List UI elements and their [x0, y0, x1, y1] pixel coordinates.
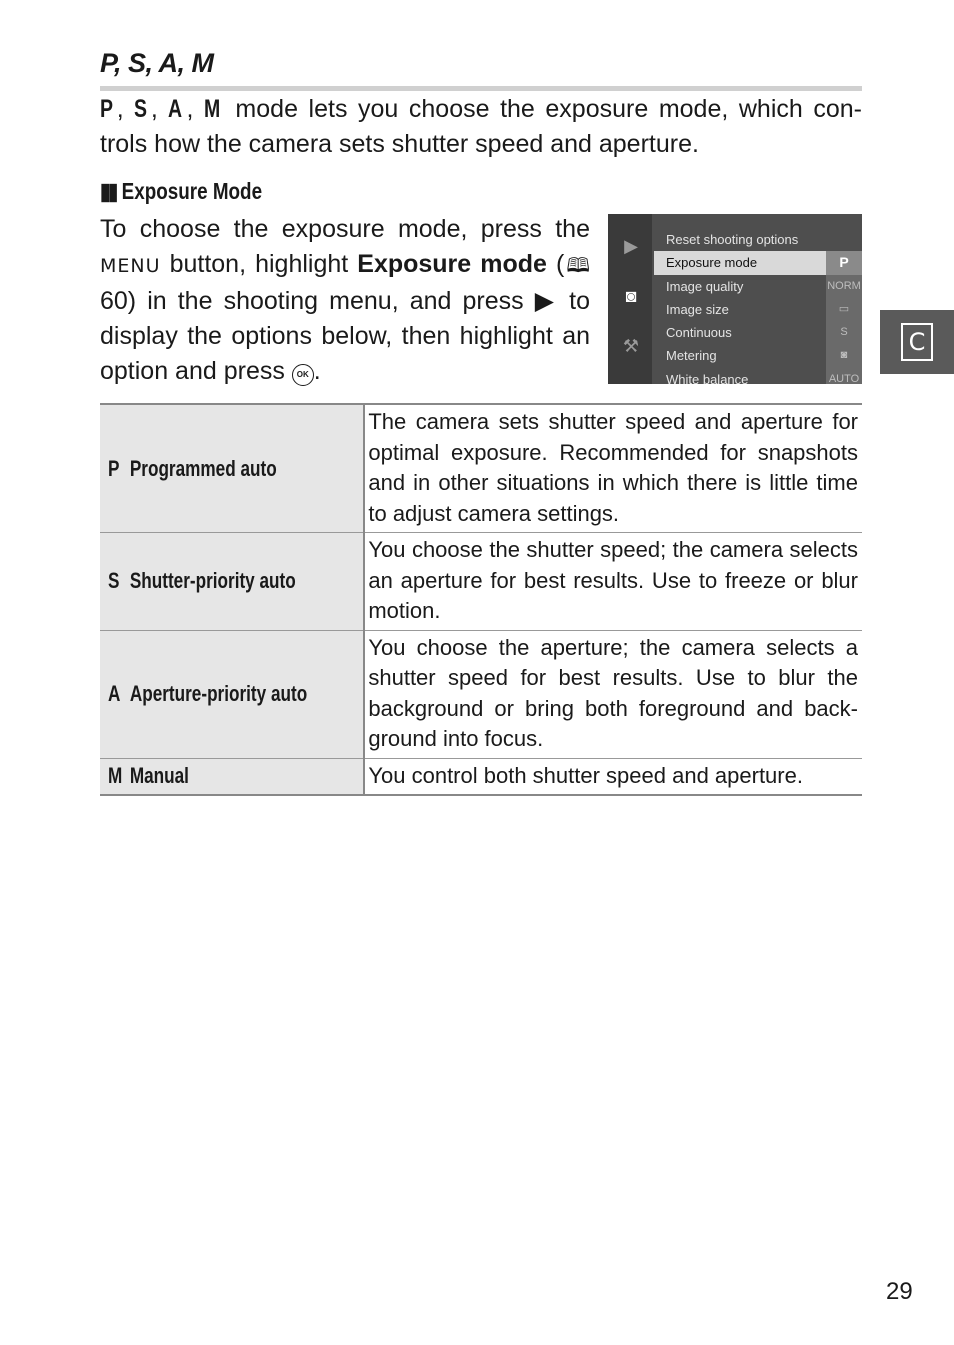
mode-name-cell	[100, 630, 364, 758]
instructions-text: To choose the exposure mode, press the	[100, 215, 590, 243]
menu-item	[654, 344, 862, 367]
menu-item-list	[654, 228, 862, 384]
separator: ,	[150, 95, 169, 123]
mode-description: You control both shutter speed and aperture.	[364, 758, 862, 795]
mode-a-label: A	[168, 95, 183, 123]
instructions-text: to display the options below, then highlight an option and press	[100, 287, 591, 385]
camera-menu-screenshot	[608, 214, 862, 384]
separator: ,	[116, 95, 135, 123]
mode-letter: A	[108, 681, 121, 706]
mode-letter: M	[108, 763, 123, 789]
menu-item-label: White balance	[666, 371, 749, 384]
menu-item	[654, 251, 862, 274]
menu-item-value: P	[826, 251, 862, 274]
mode-name: Aperture-priority auto	[129, 681, 308, 706]
menu-tab-column	[608, 214, 652, 384]
table-row	[100, 630, 862, 758]
right-arrow-icon: ▶	[534, 287, 559, 315]
camera-icon: C	[901, 323, 934, 361]
menu-item-label: Metering	[666, 348, 717, 364]
instructions-text: (	[546, 250, 565, 278]
mode-letter: S	[108, 568, 120, 594]
instructions-text: button, highlight	[160, 250, 358, 278]
menu-item-label: Image quality	[666, 278, 744, 294]
menu-item-value: ▭	[826, 298, 862, 321]
mode-name: Programmed auto	[129, 455, 277, 481]
separator: ,	[186, 95, 205, 123]
subsection-title: Exposure Mode	[121, 178, 263, 204]
chapter-tab	[880, 310, 954, 374]
menu-item-label: Image size	[666, 301, 729, 317]
menu-item	[654, 321, 862, 344]
mode-description: You choose the shutter speed; the camera selects an aperture for best results. Use to freeze or blur motion.	[364, 533, 862, 631]
ok-button-icon: OK	[292, 364, 314, 386]
menu-item-value: AUTO	[826, 368, 862, 384]
instructions-text: .	[313, 357, 321, 385]
table-row	[100, 533, 862, 631]
wrench-icon: ⚒	[622, 336, 640, 356]
mode-p-label: P	[100, 95, 114, 123]
menu-item-label: Exposure mode	[666, 255, 758, 271]
playback-icon: ▶	[624, 236, 638, 256]
menu-item-value: NORM	[826, 275, 862, 298]
section-marker-icon: ▮▮	[100, 178, 116, 204]
instructions-paragraph	[100, 212, 590, 389]
mode-name-cell	[100, 404, 364, 533]
menu-item-label: Continuous	[666, 325, 732, 341]
menu-button-label: MENU	[100, 255, 161, 277]
subsection-heading	[100, 178, 262, 205]
mode-description: You choose the aperture; the camera selects a shutter speed for best results. Use to blur the background or bring both foreground and back-ground into focus.	[364, 630, 862, 758]
book-icon: 🕮	[564, 255, 590, 277]
section-title: P, S, A, M	[100, 48, 214, 78]
mode-m-label: M	[204, 95, 221, 123]
camera-icon: ◙	[625, 286, 637, 306]
menu-item-value: ◙	[826, 344, 862, 367]
table-row	[100, 758, 862, 795]
page-reference: 60) in the shooting menu, and press	[100, 287, 535, 315]
mode-letter: P	[108, 455, 120, 481]
menu-item	[654, 298, 862, 321]
exposure-mode-table	[100, 403, 862, 796]
page-number: 29	[886, 1278, 913, 1305]
menu-item	[654, 275, 862, 298]
mode-name: Manual	[129, 763, 189, 789]
menu-item-label: Exposure mode	[357, 250, 547, 278]
table-row	[100, 404, 862, 533]
intro-text: mode lets you choose the exposure mode, which con-trols how the camera sets shutter speed and aperture.	[100, 95, 862, 158]
mode-name: Shutter-priority auto	[129, 568, 296, 594]
mode-description: The camera sets shutter speed and aperture for optimal exposure. Recommended for snapshots and in other situations in which there is little time to adjust camera settings.	[364, 404, 862, 533]
title-rule	[100, 86, 862, 91]
menu-item-value: S	[826, 321, 862, 344]
menu-item	[654, 368, 862, 384]
mode-name-cell	[100, 758, 364, 795]
mode-name-cell	[100, 533, 364, 631]
menu-item	[654, 228, 862, 251]
mode-s-label: S	[134, 95, 148, 123]
intro-paragraph	[100, 92, 862, 162]
menu-item-label: Reset shooting options	[666, 232, 799, 247]
